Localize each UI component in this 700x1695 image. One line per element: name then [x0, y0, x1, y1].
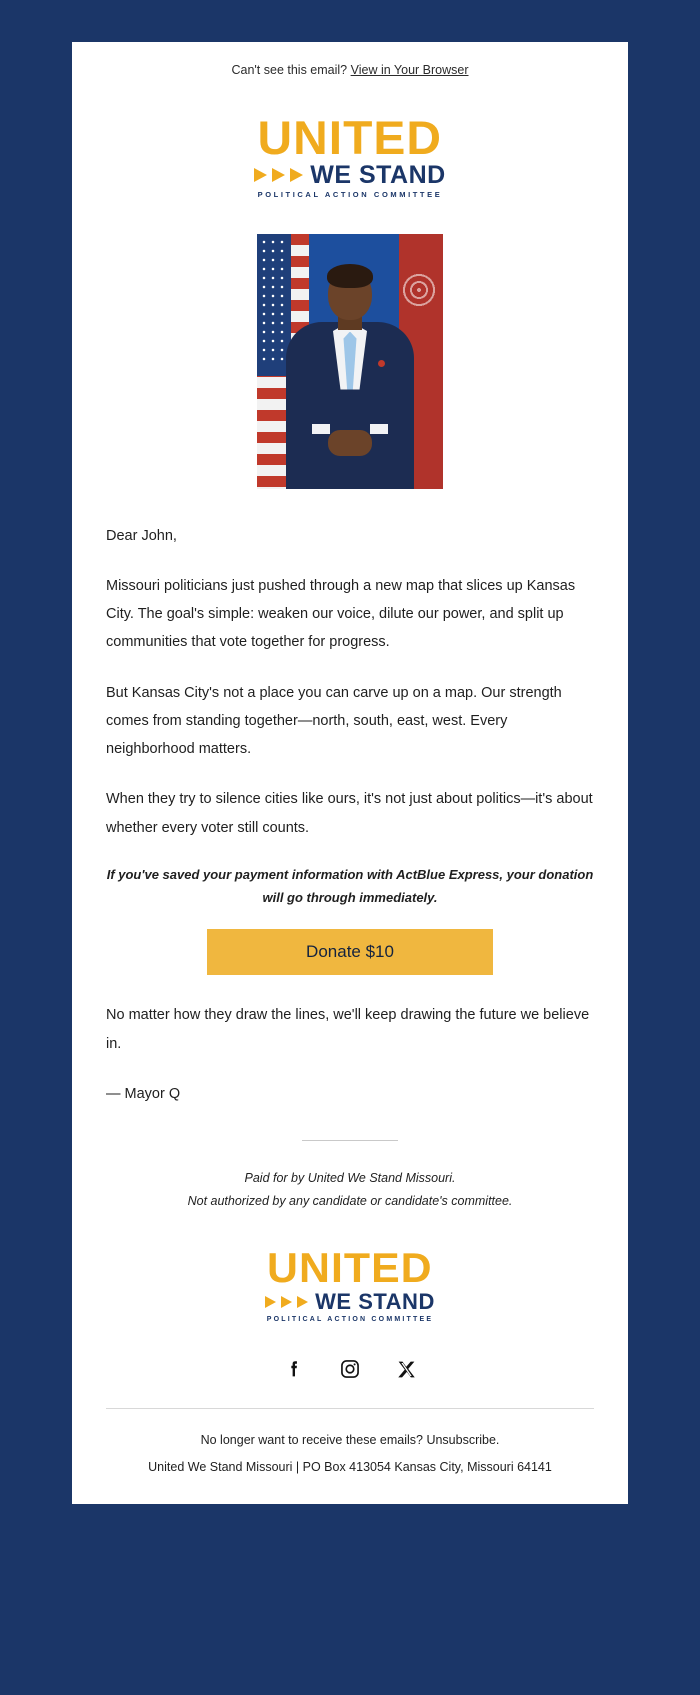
- preheader-text: Can't see this email?: [231, 63, 348, 77]
- paragraph-3: When they try to silence cities like ours, it's not just about politics—it's about whether every voter still counts.: [106, 791, 593, 836]
- logo-arrows-icon: [254, 168, 303, 182]
- footer-address: United We Stand Missouri | PO Box 413054 Kansas City, Missouri 64141: [148, 1459, 552, 1474]
- disclaimer-line-2: Not authorized by any candidate or candidate's committee.: [187, 1194, 513, 1209]
- footer-logo-tagline: POLITICAL ACTION COMMITTEE: [266, 1316, 434, 1324]
- greeting: Dear John,: [106, 527, 177, 544]
- header-logo: [72, 84, 628, 208]
- mayor-portrait-image: [257, 234, 443, 489]
- footer-logo: [72, 1213, 628, 1326]
- email-card: [72, 42, 628, 1504]
- actblue-express-note: If you've saved your payment information with ActBlue Express, your donation will go through immediately.: [106, 866, 594, 905]
- footer-logo-westand-text: WE STAND: [315, 1289, 435, 1315]
- unsubscribe-link[interactable]: Unsubscribe.: [426, 1433, 500, 1448]
- facebook-icon[interactable]: [281, 1356, 307, 1382]
- social-links: [72, 1326, 628, 1404]
- disclaimer: [72, 1167, 628, 1213]
- signature: — Mayor Q: [106, 1085, 181, 1102]
- logo-westand-text: WE STAND: [310, 160, 446, 189]
- letter-body: [72, 504, 628, 1109]
- footer: [72, 1409, 628, 1490]
- disclaimer-line-1: Paid for by United We Stand Missouri.: [244, 1171, 456, 1186]
- hero-image-wrap: [72, 208, 628, 504]
- logo-united-text: UNITED: [257, 110, 443, 164]
- paragraph-2: But Kansas City's not a place you can carve up on a map. Our strength comes from standing together—north, south, east, west. Every neighborhood matters.: [106, 684, 562, 758]
- footer-logo-united-text: UNITED: [267, 1244, 433, 1292]
- logo-tagline: POLITICAL ACTION COMMITTEE: [257, 189, 443, 199]
- closing-paragraph: No matter how they draw the lines, we'll keep drawing the future we believe in.: [106, 1007, 590, 1052]
- x-twitter-icon[interactable]: [393, 1356, 419, 1382]
- paragraph-1: Missouri politicians just pushed through a new map that slices up Kansas City. The goal's simple: weaken our voice, dilute our power, and split up communities that vote together for progress.: [106, 577, 576, 651]
- footer-logo-arrows-icon: [265, 1296, 308, 1308]
- instagram-icon[interactable]: [337, 1356, 363, 1382]
- short-divider: [302, 1140, 398, 1141]
- unsubscribe-text: No longer want to receive these emails?: [200, 1433, 423, 1448]
- donate-button-wrap: [106, 929, 594, 975]
- preheader: [72, 42, 628, 84]
- view-in-browser-link[interactable]: View in Your Browser: [350, 63, 469, 77]
- donate-button[interactable]: Donate $10: [207, 929, 493, 975]
